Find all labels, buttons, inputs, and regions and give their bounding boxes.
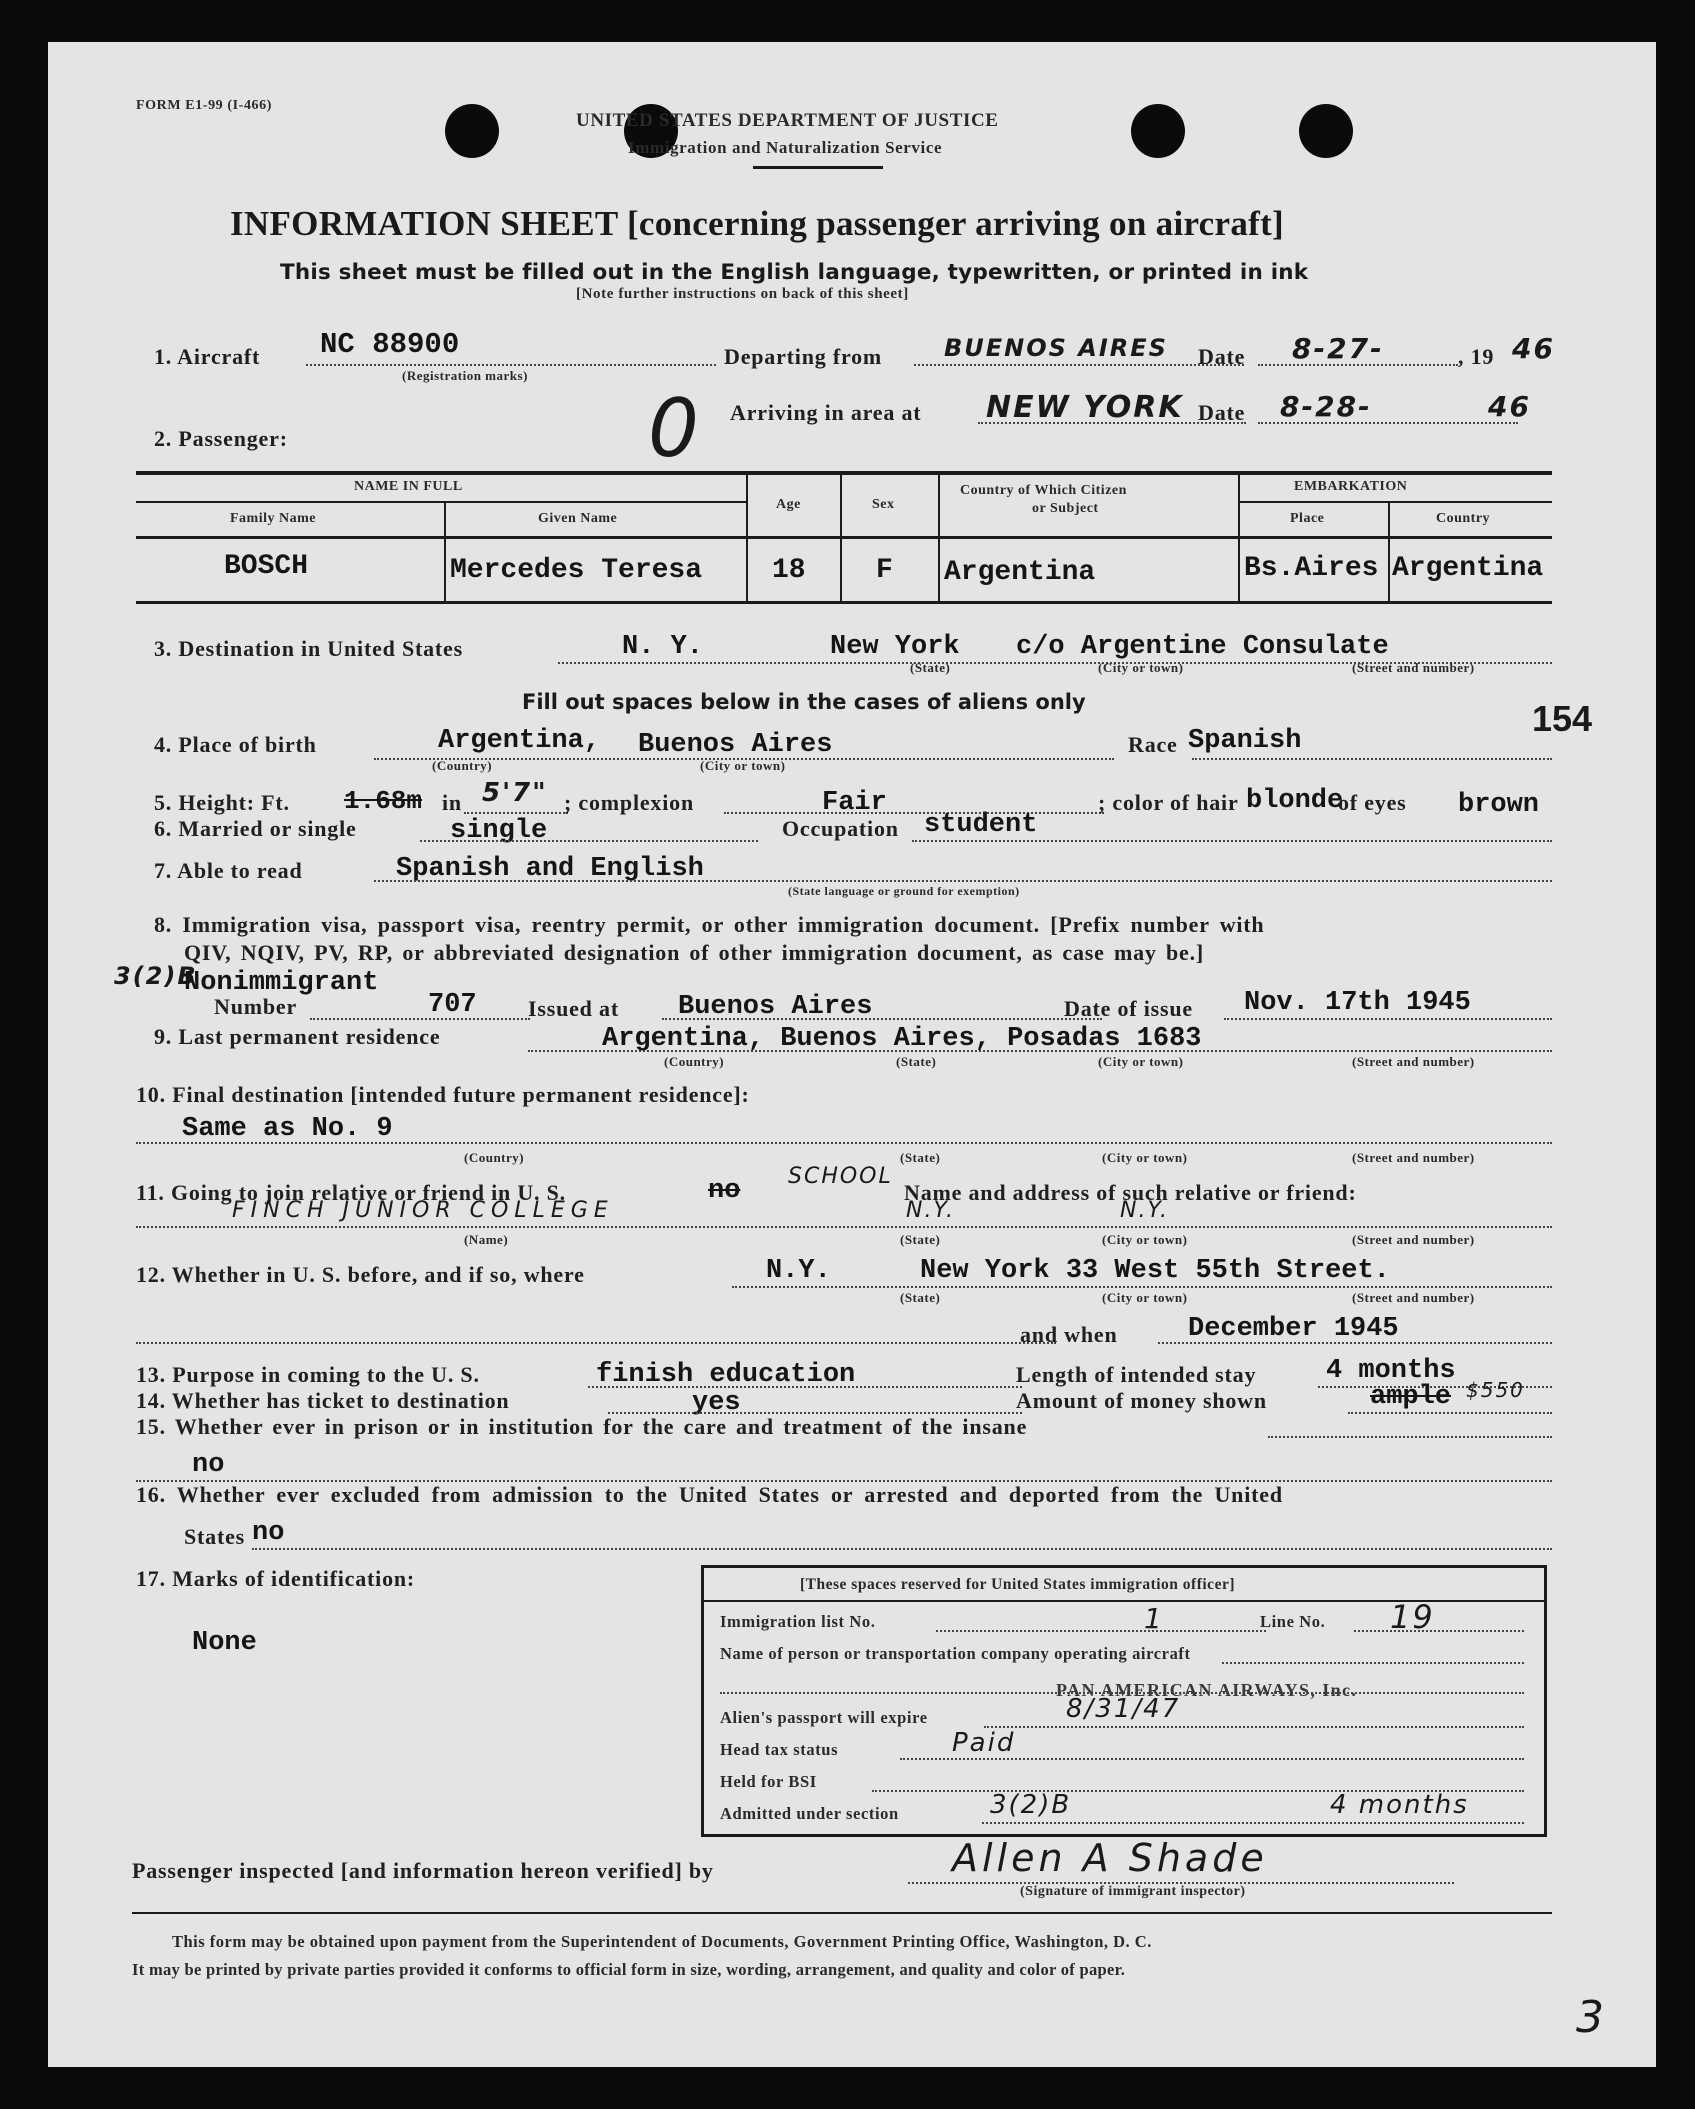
section-duration: 4 months [1330,1790,1469,1820]
departing-label: Departing from [724,344,883,369]
money-line [1348,1412,1552,1414]
residence-country-caption: (Country) [664,1054,725,1069]
final-destination-line [136,1142,1552,1144]
table-rule [136,501,746,503]
previous-city-caption: (City or town) [1102,1290,1188,1305]
given-name-header: Given Name [538,511,618,526]
purpose-line [588,1386,1022,1388]
embark-country-header: Country [1436,511,1491,526]
visa-number-line [310,1018,530,1020]
occupation: student [924,810,1038,840]
destination-label: 3. Destination in United States [154,636,463,661]
tax-line [900,1758,1524,1760]
when-value: December 1945 [1188,1314,1399,1344]
marital-line [420,840,758,842]
sex: F [876,555,893,586]
destination-street: c/o Argentine Consulate [1016,632,1389,662]
signature-caption: (Signature of immigrant inspector) [1020,1884,1246,1899]
form-number: FORM E1-99 (I-466) [136,98,273,113]
departing-year: 46 [1512,332,1555,365]
relative-line [136,1226,1552,1228]
relative-street-caption: (Street and number) [1352,1232,1475,1247]
table-rule [136,601,1552,604]
passport-value: 8/31/47 [1066,1694,1181,1724]
money-typed: ample [1370,1382,1452,1412]
relative-name-caption: (Name) [464,1232,509,1247]
arriving-label: Arriving in area at [730,400,922,425]
table-rule [938,471,940,601]
race: Spanish [1188,726,1302,756]
relative-name-hand: FINCH JUNIOR COLLEGE [232,1198,614,1223]
name-in-full-header: NAME IN FULL [354,479,463,494]
departing-year-prefix: , 19 [1458,344,1495,369]
prison-line [1268,1436,1552,1438]
previous-visit-line-2 [136,1342,1056,1344]
inches-label: in [442,790,462,815]
inspection-label: Passenger inspected [and information hereon verified] by [132,1858,714,1883]
operator-line [1222,1662,1524,1664]
residence-label: 9. Last permanent residence [154,1024,441,1049]
operator-value: PAN AMERICAN AIRWAYS, Inc. [1056,1680,1358,1700]
embarkation-header: EMBARKATION [1294,479,1408,494]
registration-line [306,364,716,366]
officer-box [701,1565,1547,1837]
tax-label: Head tax status [720,1740,839,1759]
height-meters: 1.68m [344,786,423,816]
relative-label: 11. Going to join relative or friend in U. S. [136,1180,566,1205]
relative-value-hand: SCHOOL [788,1164,893,1189]
citizenship: Argentina [944,557,1096,588]
family-name-header: Family Name [230,511,316,526]
destination-state: N. Y. [622,632,704,662]
departing-value: BUENOS AIRES [944,334,1168,362]
occupation-line [912,840,1552,842]
issued-at-line [662,1018,1102,1020]
race-label: Race [1128,732,1178,757]
residence-state-caption: (State) [896,1054,937,1069]
line-number-label: Line No. [1260,1612,1326,1631]
stay-label: Length of intended stay [1016,1362,1257,1387]
section-value: 3(2)B [990,1790,1072,1820]
read-line [374,880,1552,882]
identification-label: 17. Marks of identification: [136,1566,416,1591]
complexion-line [724,812,1104,814]
purpose-value: finish education [596,1360,856,1390]
corner-mark: 3 [1576,1992,1606,2043]
given-name: Mercedes Teresa [450,555,703,586]
previous-visit-line [732,1286,1552,1288]
when-line [1158,1342,1552,1344]
issue-date: Nov. 17th 1945 [1244,988,1471,1018]
previous-visit-label: 12. Whether in U. S. before, and if so, where [136,1262,585,1287]
list-number-label: Immigration list No. [720,1612,876,1631]
stay-value: 4 months [1326,1356,1456,1386]
when-label: and when [1020,1322,1118,1347]
departing-line [914,364,1244,366]
form-title: INFORMATION SHEET [concerning passenger arriving on aircraft] [230,204,1285,243]
issue-date-label: Date of issue [1064,996,1193,1021]
previous-street-caption: (Street and number) [1352,1290,1475,1305]
previous-visit-address: New York 33 West 55th Street. [920,1256,1390,1286]
family-name: BOSCH [224,551,309,582]
punch-hole [1131,104,1185,158]
residence-value: Argentina, Buenos Aires, Posadas 1683 [602,1024,1202,1054]
citizenship-header: Country of Which Citizen [960,483,1127,498]
arriving-value: NEW YORK [986,390,1184,425]
eyes: brown [1458,790,1540,820]
previous-state-caption: (State) [900,1290,941,1305]
table-rule [444,501,446,601]
money-hand: $550 [1466,1378,1525,1402]
height-line [464,812,568,814]
issue-date-line [1224,1018,1552,1020]
table-rule [136,536,1552,539]
circle-mark: 0 [648,382,701,475]
passport-line [984,1726,1524,1728]
footer-line-2: It may be printed by private parties provided it conforms to official form in size, wording, arrangement, and quality and color of paper. [132,1960,1126,1979]
page-number: 154 [1532,698,1593,739]
complexion: Fair [822,788,887,818]
table-rule [1238,471,1240,601]
relative-value-typed: no [708,1176,741,1206]
passenger-table [136,471,1552,601]
excluded-label: 16. Whether ever excluded from admission to the United States or arrested and deported from the United [136,1482,1283,1507]
race-line [1192,758,1552,760]
visa-label-1: 8. Immigration visa, passport visa, reentry permit, or other immigration document. [Prefix number with [154,912,1265,937]
embark-place-header: Place [1290,511,1325,526]
passenger-label: 2. Passenger: [154,426,288,451]
table-rule [136,471,1552,475]
footer-line-1: This form may be obtained upon payment from the Superintendent of Documents, Government Printing Office, Washington, D. C. [172,1932,1152,1951]
final-state-caption: (State) [900,1150,941,1165]
list-number: 1 [1144,1602,1164,1635]
arriving-year: 46 [1488,390,1531,423]
list-number-line [936,1630,1266,1632]
final-destination-label: 10. Final destination [intended future permanent residence]: [136,1082,750,1107]
money-label: Amount of money shown [1016,1388,1267,1413]
officer-box-title: [These spaces reserved for United States immigration officer] [800,1576,1235,1593]
form-sheet [48,42,1656,2067]
relative-state-hand: N.Y. [906,1198,956,1223]
marital-label: 6. Married or single [154,816,357,841]
residence-line [528,1050,1552,1052]
prison-label: 15. Whether ever in prison or in institution for the care and treatment of the insane [136,1414,1028,1439]
visa-label-2: QIV, NQIV, PV, RP, or abbreviated designation of other immigration document, as case may be.] [184,940,1205,965]
footer-rule [132,1912,1552,1914]
department-name: UNITED STATES DEPARTMENT OF JUSTICE [576,110,999,131]
final-street-caption: (Street and number) [1352,1150,1475,1165]
punch-hole [1299,104,1353,158]
residence-city-caption: (City or town) [1098,1054,1184,1069]
tax-value: Paid [952,1728,1016,1758]
occupation-label: Occupation [782,816,899,841]
previous-visit-state: N.Y. [766,1256,831,1286]
arriving-date: 8-28- [1280,390,1372,423]
hair: blonde [1246,786,1344,816]
header-rule [753,166,883,169]
visa-margin-note: 3(2)B [114,962,198,990]
birthplace-city-caption: (City or town) [700,758,786,773]
excluded-label-2: States [184,1524,246,1549]
punch-hole [445,104,499,158]
marital-status: single [450,816,548,846]
ticket-value: yes [692,1388,741,1418]
prison-value: no [192,1450,225,1480]
service-name: Immigration and Naturalization Service [628,138,943,157]
destination-city-caption: (City or town) [1098,660,1184,675]
relative-label-2: Name and address of such relative or friend: [904,1180,1357,1205]
final-country-caption: (Country) [464,1150,525,1165]
embark-country: Argentina [1392,553,1544,584]
birthplace-city: Buenos Aires [638,730,833,760]
passport-label: Alien's passport will expire [720,1708,928,1727]
identification-value: None [192,1628,257,1658]
line-number: 19 [1390,1598,1435,1636]
departing-date: 8-27- [1292,332,1384,365]
residence-street-caption: (Street and number) [1352,1054,1475,1069]
complexion-label: ; complexion [564,790,694,815]
line-number-line [1354,1630,1524,1632]
departing-date-label: Date [1198,344,1246,369]
table-rule [840,471,842,601]
aliens-only-note: Fill out spaces below in the cases of aliens only [522,690,1086,714]
relative-city-hand: N.Y. [1120,1198,1170,1223]
read-caption: (State language or ground for exemption) [788,884,1020,898]
destination-street-caption: (Street and number) [1352,660,1475,675]
sex-header: Sex [872,497,895,512]
final-destination: Same as No. 9 [182,1114,393,1144]
issued-at-label: Issued at [528,996,619,1021]
birthplace-country: Argentina, [438,726,601,756]
age-header: Age [776,497,801,512]
destination-state-caption: (State) [910,660,951,675]
bsi-label: Held for BSI [720,1772,817,1791]
arriving-date-label: Date [1198,400,1246,425]
aircraft-label: 1. Aircraft [154,344,261,369]
relative-state-caption: (State) [900,1232,941,1247]
eyes-label: of eyes [1338,790,1407,815]
height-inches: 5'7" [482,778,548,808]
visa-type: Nonimmigrant [184,968,379,998]
excluded-value: no [252,1518,285,1548]
excluded-line [252,1548,1552,1550]
hair-label: ; color of hair [1098,790,1239,815]
birthplace-country-caption: (Country) [432,758,493,773]
citizenship-header-2: or Subject [1032,501,1099,516]
table-rule [746,471,748,601]
visa-number-label: Number [214,994,298,1019]
purpose-label: 13. Purpose in coming to the U. S. [136,1362,480,1387]
registration-caption: (Registration marks) [402,368,528,383]
visa-number: 707 [428,990,477,1020]
inspector-signature: Allen A Shade [952,1836,1268,1880]
table-rule [1238,501,1552,503]
registration-value: NC 88900 [320,328,460,361]
age: 18 [772,555,806,586]
final-city-caption: (City or town) [1102,1150,1188,1165]
arriving-date-line [1258,422,1518,424]
read-value: Spanish and English [396,854,704,884]
embark-place: Bs.Aires [1244,553,1379,584]
birthplace-label: 4. Place of birth [154,732,317,757]
section-line [982,1822,1524,1824]
height-label: 5. Height: Ft. [154,790,290,815]
issued-at: Buenos Aires [678,992,873,1022]
table-rule [1388,501,1390,601]
instruction-text: This sheet must be filled out in the English language, typewritten, or printed in ink [280,260,1309,285]
operator-label: Name of person or transportation company operating aircraft [720,1644,1191,1663]
read-label: 7. Able to read [154,858,303,883]
instruction-note: [Note further instructions on back of this sheet] [576,286,909,302]
departing-date-line [1258,364,1458,366]
destination-city: New York [830,632,960,662]
section-label: Admitted under section [720,1804,899,1823]
relative-city-caption: (City or town) [1102,1232,1188,1247]
ticket-label: 14. Whether has ticket to destination [136,1388,510,1413]
